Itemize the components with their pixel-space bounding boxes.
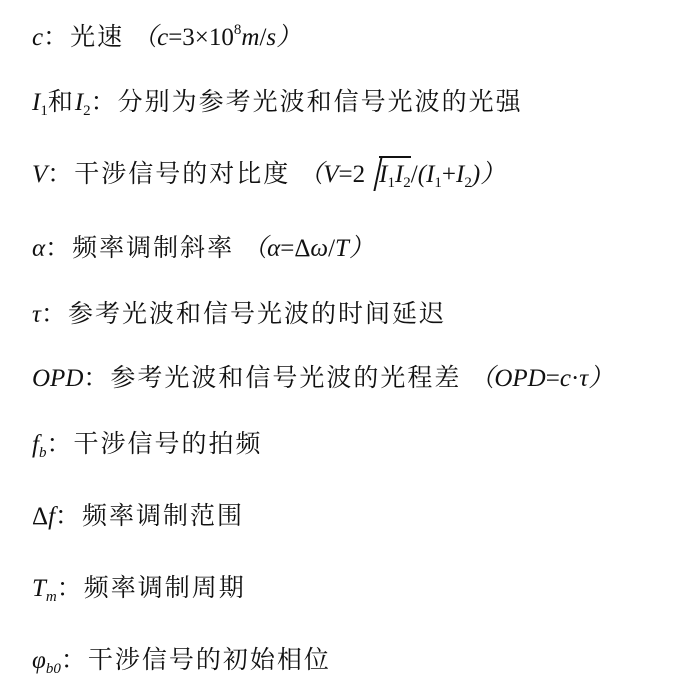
formula-opd: （OPD=c·τ） bbox=[469, 365, 614, 392]
symbol-tm: $T_m$ bbox=[32, 575, 57, 605]
description-modulation-period: ：频率调制周期 bbox=[56, 573, 246, 602]
symbol-i1-i2: $I_1$ bbox=[32, 89, 48, 119]
definition-opd bbox=[32, 356, 663, 400]
definition-frequency-range bbox=[32, 494, 663, 538]
description-chirp-rate: ：频率调制斜率 bbox=[45, 233, 235, 262]
definition-initial-phase bbox=[32, 638, 663, 682]
description-time-delay: ：参考光波和信号光波的时间延迟 bbox=[40, 299, 446, 328]
symbol-phi-b0: $\varphi_{b0}$ bbox=[32, 647, 61, 677]
description-visibility: ：干涉信号的对比度 bbox=[47, 159, 291, 188]
formula-chirp-rate: （α=Δω/T） bbox=[242, 235, 374, 262]
symbol-fb: $f_b$ bbox=[32, 431, 47, 461]
description-speed-of-light: ：光速 bbox=[43, 22, 125, 51]
definition-time-delay bbox=[32, 292, 663, 336]
symbol-alpha: α bbox=[32, 235, 46, 262]
definition-visibility bbox=[32, 152, 663, 196]
symbol-c: c bbox=[32, 24, 44, 51]
description-initial-phase: ：干涉信号的初始相位 bbox=[60, 645, 331, 674]
symbol-v: V bbox=[32, 161, 48, 188]
symbol-tau: τ bbox=[32, 301, 41, 328]
description-intensities: ：分别为参考光波和信号光波的光强 bbox=[90, 87, 523, 116]
definition-modulation-period bbox=[32, 566, 663, 610]
description-opd: ：参考光波和信号光波的光程差 bbox=[83, 363, 462, 392]
formula-speed-of-light: $(c=3\times 10^8m/s)$ bbox=[132, 22, 302, 51]
description-frequency-range: ：频率调制范围 bbox=[55, 501, 245, 530]
formula-visibility: （V=2 $I_1I_2/(I_1+I_2)$） bbox=[298, 161, 505, 188]
definition-beat-frequency bbox=[32, 422, 663, 466]
definition-speed-of-light bbox=[32, 8, 663, 52]
description-beat-frequency: ：干涉信号的拍频 bbox=[46, 429, 263, 458]
symbol-delta-f: Δf bbox=[32, 503, 56, 530]
definition-intensities: $I_1$和$I_2$：分别为参考光波和信号光波的光强 bbox=[32, 87, 523, 119]
symbol-opd: OPD bbox=[32, 365, 84, 392]
definition-chirp-rate bbox=[32, 226, 663, 270]
